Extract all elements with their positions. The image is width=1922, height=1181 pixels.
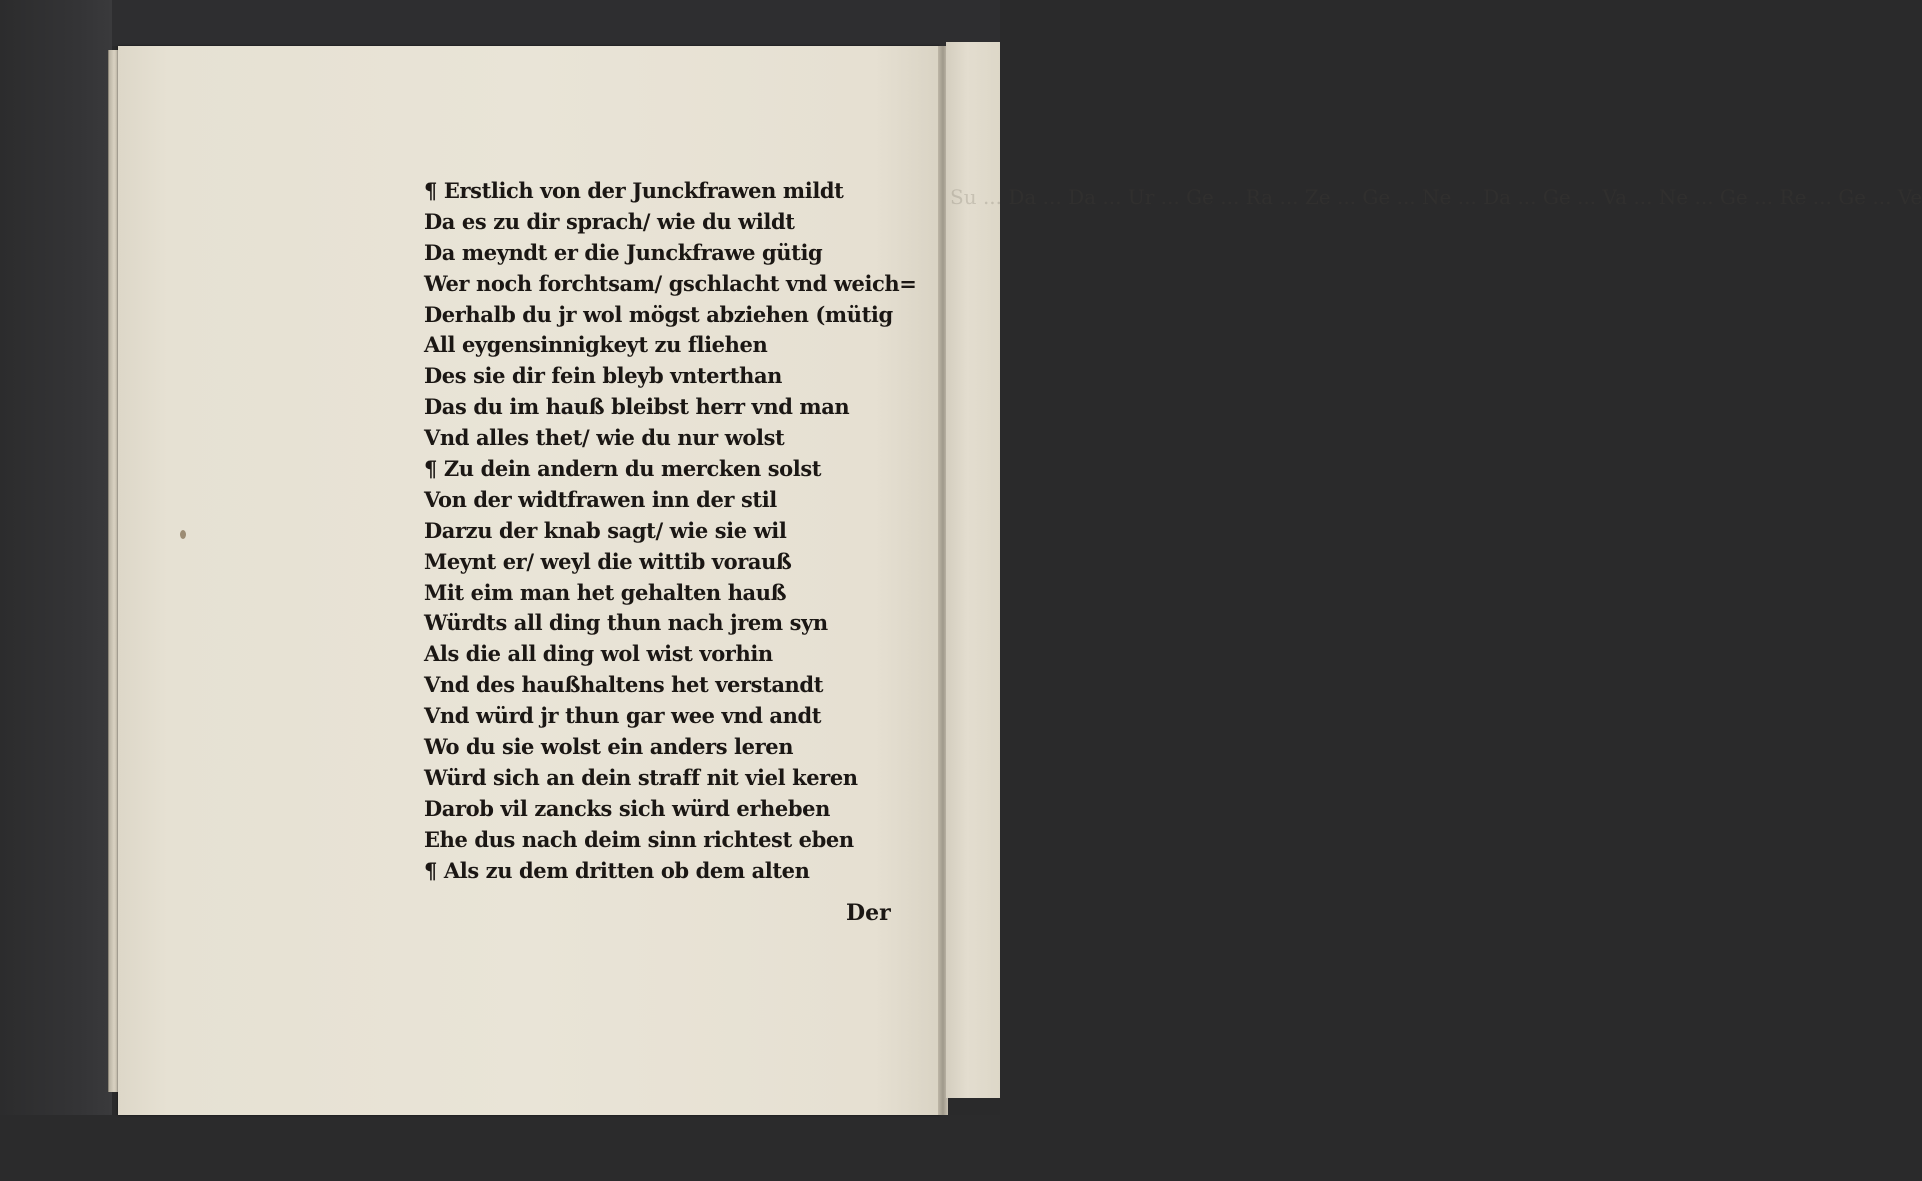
verse-line: Darob vil zancks sich würd erheben (424, 795, 830, 821)
verse-line: Da es zu dir sprach/ wie du wildt (424, 208, 795, 234)
backdrop-bottom (0, 1115, 1000, 1181)
verse-line: ¶ Erstlich von der Junckfrawen mildt (424, 178, 844, 203)
verse-line: All eygensinnigkeyt zu fliehen (424, 332, 768, 358)
verse-line: Mit eim man het gehalten hauß (424, 579, 787, 605)
verse-line: Von der widtfrawen inn der stil (424, 486, 777, 512)
verse-text-block (424, 176, 924, 886)
verse-line: Wer noch forchtsam/ gschlacht vnd weich= (424, 270, 917, 296)
verse-line: Das du im hauß bleibst herr vnd man (424, 394, 850, 420)
verse-line: Vnd alles thet/ wie du nur wolst (424, 425, 785, 451)
backdrop-left (0, 0, 112, 1181)
bleed-through-text: Su ... Da ... Da ... Ur ... Ge ... Ra ... Ze ... Ge ... Ne ... Da ... Ge ... Va ... Ne ... Ge ... Re ... Ge ... Ve (950, 185, 1922, 209)
verse-line: Derhalb du jr wol mögst abziehen (mütig (424, 301, 893, 327)
paper-speck (180, 530, 186, 539)
verse-line: Da meyndt er die Junckfrawe gütig (424, 239, 823, 265)
verse-line: ¶ Als zu dem dritten ob dem alten (424, 857, 810, 883)
verse-line: Wo du sie wolst ein anders leren (424, 734, 794, 760)
verse-line: Meynt er/ weyl die wittib vorauß (424, 548, 792, 574)
verse-line: Ehe dus nach deim sinn richtest eben (424, 826, 854, 852)
verse-line: Würdts all ding thun nach jrem syn (424, 610, 828, 636)
verse-line: Würd sich an dein straff nit viel keren (424, 764, 858, 790)
verse-line: Darzu der knab sagt/ wie sie wil (424, 517, 787, 543)
backdrop-top (0, 0, 1000, 46)
verse-line: Vnd würd jr thun gar wee vnd andt (424, 703, 822, 729)
verse-line: ¶ Zu dein andern du mercken solst (424, 456, 822, 482)
verse-line: Des sie dir fein bleyb vnterthan (424, 363, 783, 389)
verse-line: Vnd des haußhaltens het verstandt (424, 672, 823, 698)
next-page-edge (946, 42, 1922, 1098)
verse-line: Als die all ding wol wist vorhin (424, 641, 773, 667)
catchword: Der (846, 900, 891, 926)
